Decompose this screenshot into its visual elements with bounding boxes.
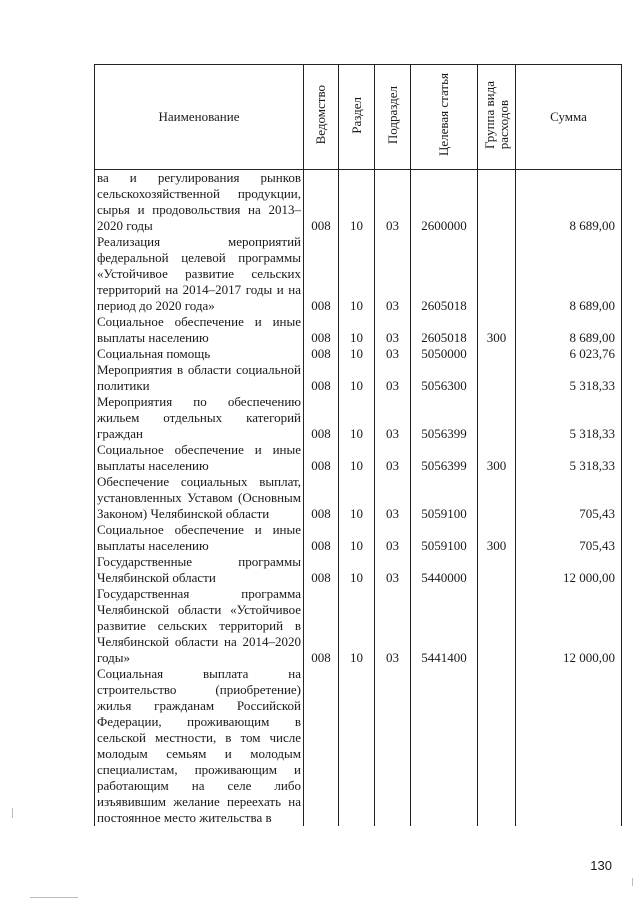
cell-department: 008 bbox=[304, 394, 339, 442]
cell-target: 2605018 bbox=[411, 314, 478, 346]
header-target-label: Целевая статья bbox=[436, 73, 451, 157]
page-number: 130 bbox=[590, 858, 612, 873]
cell-department: 008 bbox=[304, 474, 339, 522]
cell-expense-group bbox=[478, 586, 516, 666]
table-row bbox=[95, 522, 622, 554]
cell-department bbox=[304, 666, 339, 826]
cell-expense-group bbox=[478, 362, 516, 394]
cell-target: 5441400 bbox=[411, 586, 478, 666]
table-row bbox=[95, 586, 622, 666]
scan-mark bbox=[632, 878, 633, 886]
cell-name: Социальное обеспечение и иные выплаты населению bbox=[95, 442, 304, 474]
table-row bbox=[95, 554, 622, 586]
cell-section: 10 bbox=[339, 554, 375, 586]
table-row bbox=[95, 362, 622, 394]
cell-department: 008 bbox=[304, 554, 339, 586]
cell-sum: 8 689,00 bbox=[516, 234, 622, 314]
cell-expense-group bbox=[478, 554, 516, 586]
cell-expense-group bbox=[478, 394, 516, 442]
cell-subsection: 03 bbox=[375, 522, 411, 554]
cell-sum: 8 689,00 bbox=[516, 314, 622, 346]
table-row bbox=[95, 170, 622, 235]
cell-name: Реализация мероприятий федеральной целевой программы «Устойчивое развитие сельских территорий на 2014–2017 годы и на период до 2020 года» bbox=[95, 234, 304, 314]
cell-section: 10 bbox=[339, 586, 375, 666]
cell-subsection: 03 bbox=[375, 170, 411, 235]
table-row bbox=[95, 474, 622, 522]
cell-sum: 8 689,00 bbox=[516, 170, 622, 235]
table-body bbox=[95, 170, 622, 827]
cell-target: 5056399 bbox=[411, 442, 478, 474]
scan-mark bbox=[30, 897, 78, 898]
cell-target: 5056300 bbox=[411, 362, 478, 394]
cell-target: 5056399 bbox=[411, 394, 478, 442]
header-name-label: Наименование bbox=[158, 109, 240, 124]
cell-name: Обеспечение социальных выплат, установленных Уставом (Основным Законом) Челябинской области bbox=[95, 474, 304, 522]
table-row bbox=[95, 666, 622, 826]
cell-section: 10 bbox=[339, 474, 375, 522]
cell-sum: 705,43 bbox=[516, 474, 622, 522]
cell-subsection: 03 bbox=[375, 474, 411, 522]
cell-section: 10 bbox=[339, 170, 375, 235]
scan-mark bbox=[12, 808, 13, 818]
table-row bbox=[95, 234, 622, 314]
cell-target: 2600000 bbox=[411, 170, 478, 235]
table-header-row bbox=[95, 65, 622, 170]
cell-department: 008 bbox=[304, 234, 339, 314]
cell-section: 10 bbox=[339, 314, 375, 346]
cell-name: Социальная помощь bbox=[95, 346, 304, 362]
header-expense-group-line1: Группа вида bbox=[481, 81, 497, 149]
cell-department: 008 bbox=[304, 442, 339, 474]
cell-section: 10 bbox=[339, 522, 375, 554]
cell-sum: 12 000,00 bbox=[516, 554, 622, 586]
cell-subsection: 03 bbox=[375, 362, 411, 394]
cell-department: 008 bbox=[304, 522, 339, 554]
cell-target: 2605018 bbox=[411, 234, 478, 314]
cell-subsection: 03 bbox=[375, 394, 411, 442]
cell-sum: 12 000,00 bbox=[516, 586, 622, 666]
table-row bbox=[95, 394, 622, 442]
cell-sum: 5 318,33 bbox=[516, 442, 622, 474]
cell-target: 5050000 bbox=[411, 346, 478, 362]
cell-department: 008 bbox=[304, 362, 339, 394]
table-row bbox=[95, 314, 622, 346]
header-target bbox=[411, 65, 478, 170]
cell-sum: 6 023,76 bbox=[516, 346, 622, 362]
header-section bbox=[339, 65, 375, 170]
header-expense-group bbox=[478, 65, 516, 170]
cell-name: Государственная программа Челябинской области «Устойчивое развитие сельских территорий в Челябинской области на 2014–2020 годы» bbox=[95, 586, 304, 666]
cell-name: Мероприятия в области социальной политики bbox=[95, 362, 304, 394]
header-section-label: Раздел bbox=[348, 96, 364, 134]
budget-table bbox=[94, 64, 622, 826]
cell-expense-group bbox=[478, 474, 516, 522]
cell-section: 10 bbox=[339, 362, 375, 394]
cell-target: 5059100 bbox=[411, 474, 478, 522]
cell-expense-group: 300 bbox=[478, 522, 516, 554]
cell-expense-group bbox=[478, 666, 516, 826]
table-row bbox=[95, 442, 622, 474]
header-sum-label: Сумма bbox=[550, 109, 587, 124]
cell-section: 10 bbox=[339, 394, 375, 442]
cell-department: 008 bbox=[304, 346, 339, 362]
cell-name: Государственные программы Челябинской области bbox=[95, 554, 304, 586]
header-sum bbox=[516, 65, 622, 170]
cell-subsection: 03 bbox=[375, 554, 411, 586]
header-name bbox=[95, 65, 304, 170]
cell-sum bbox=[516, 666, 622, 826]
cell-name: ва и регулирования рынков сельскохозяйственной продукции, сырья и продовольствия на 2013–2020 годы bbox=[95, 170, 304, 235]
header-department bbox=[304, 65, 339, 170]
header-subsection bbox=[375, 65, 411, 170]
table-row bbox=[95, 346, 622, 362]
cell-expense-group bbox=[478, 234, 516, 314]
cell-subsection: 03 bbox=[375, 346, 411, 362]
header-department-label: Ведомство bbox=[313, 85, 328, 145]
cell-sum: 5 318,33 bbox=[516, 394, 622, 442]
header-expense-group-line2: расходов bbox=[495, 99, 511, 149]
cell-section: 10 bbox=[339, 442, 375, 474]
cell-sum: 5 318,33 bbox=[516, 362, 622, 394]
cell-name: Мероприятия по обеспечению жильем отдельных категорий граждан bbox=[95, 394, 304, 442]
cell-target: 5059100 bbox=[411, 522, 478, 554]
cell-expense-group bbox=[478, 170, 516, 235]
cell-subsection: 03 bbox=[375, 586, 411, 666]
cell-name: Социальное обеспечение и иные выплаты населению bbox=[95, 314, 304, 346]
cell-subsection: 03 bbox=[375, 442, 411, 474]
cell-name: Социальная выплата на строительство (приобретение) жилья гражданам Российской Федерации, проживающим в сельской местности, в том числе молодым семьям и молодым специалистам, проживающим и работающим на селе либо изъявившим желание переехать на постоянное место жительства в bbox=[95, 666, 304, 826]
cell-sum: 705,43 bbox=[516, 522, 622, 554]
cell-expense-group: 300 bbox=[478, 314, 516, 346]
cell-target bbox=[411, 666, 478, 826]
cell-department: 008 bbox=[304, 170, 339, 235]
cell-section bbox=[339, 666, 375, 826]
cell-expense-group bbox=[478, 346, 516, 362]
cell-subsection: 03 bbox=[375, 314, 411, 346]
header-subsection-label: Подраздел bbox=[384, 85, 400, 145]
cell-subsection: 03 bbox=[375, 234, 411, 314]
cell-subsection bbox=[375, 666, 411, 826]
cell-section: 10 bbox=[339, 234, 375, 314]
cell-name: Социальное обеспечение и иные выплаты населению bbox=[95, 522, 304, 554]
cell-department: 008 bbox=[304, 314, 339, 346]
cell-section: 10 bbox=[339, 346, 375, 362]
cell-target: 5440000 bbox=[411, 554, 478, 586]
cell-department: 008 bbox=[304, 586, 339, 666]
cell-expense-group: 300 bbox=[478, 442, 516, 474]
